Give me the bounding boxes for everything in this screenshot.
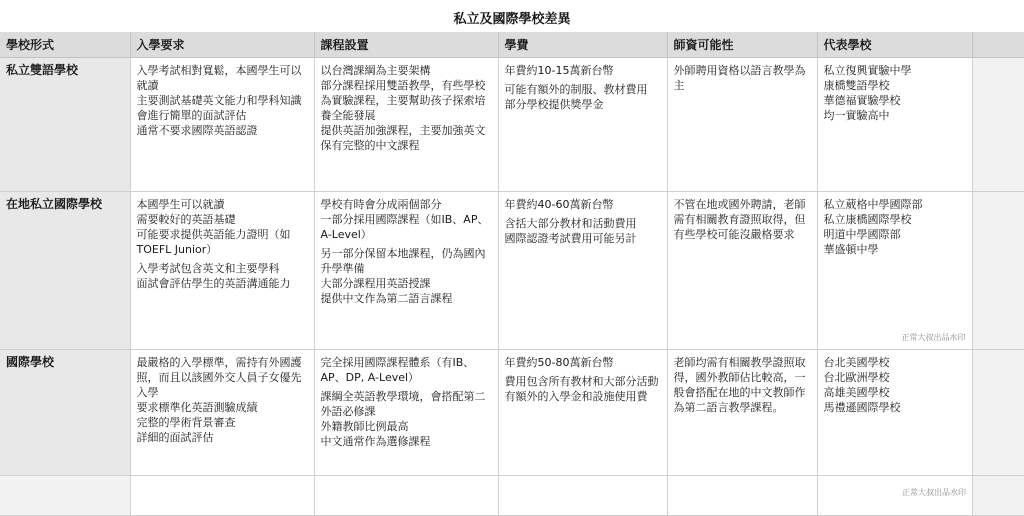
teachers-cell bbox=[667, 350, 817, 476]
school-name: 私立復興實驗中學 bbox=[823, 64, 912, 77]
tuition-line: 費用包含所有教材和大部分活動 bbox=[504, 375, 659, 388]
school-name: 高雄美國學校 bbox=[823, 386, 890, 399]
empty-cell bbox=[0, 476, 130, 516]
teachers-cell bbox=[667, 192, 817, 350]
admission-cell bbox=[130, 58, 314, 192]
schools-cell bbox=[817, 350, 972, 476]
curriculum-line: 學校有時會分成兩個部分 bbox=[320, 198, 442, 211]
header-curriculum: 課程設置 bbox=[314, 32, 498, 58]
tuition-line: 國際認證考試費用可能另計 bbox=[504, 232, 637, 245]
curriculum-line: 提供中文作為第二語言課程 bbox=[320, 292, 453, 305]
tuition-cell bbox=[498, 350, 667, 476]
tuition-line: 年費約50-80萬新台幣 bbox=[504, 356, 614, 369]
empty-cell bbox=[314, 476, 498, 516]
header-row bbox=[0, 32, 1024, 58]
header-tuition: 學費 bbox=[498, 32, 667, 58]
admission-line: 面試會評估學生的英語溝通能力 bbox=[136, 277, 291, 290]
schools-cell bbox=[817, 192, 972, 350]
row-type-cell: 國際學校 bbox=[0, 350, 130, 476]
curriculum-cell bbox=[314, 350, 498, 476]
empty-cell bbox=[972, 476, 1024, 516]
admission-cell bbox=[130, 350, 314, 476]
header-school-type: 學校形式 bbox=[0, 32, 130, 58]
admission-line: 需要較好的英語基礎 bbox=[136, 213, 236, 226]
school-name: 私立葳格中學國際部 bbox=[823, 198, 923, 211]
table-row bbox=[0, 350, 1024, 476]
admission-line: 完整的學術背景審查 bbox=[136, 416, 236, 429]
row-type-cell: 私立雙語學校 bbox=[0, 58, 130, 192]
table-row bbox=[0, 58, 1024, 192]
tuition-line: 可能有額外的制服、教材費用 bbox=[504, 83, 648, 96]
school-name: 華盛頓中學 bbox=[823, 243, 879, 256]
curriculum-line: 保有完整的中文課程 bbox=[320, 139, 420, 152]
school-name: 華德福實驗學校 bbox=[823, 94, 901, 107]
curriculum-line: 部分課程採用雙語教學，有些學校為實驗課程，主要幫助孩子探索培養全能發展 bbox=[320, 79, 486, 122]
school-name: 私立康橋國際學校 bbox=[823, 213, 912, 226]
empty-cell bbox=[130, 476, 314, 516]
header-teachers: 師資可能性 bbox=[667, 32, 817, 58]
curriculum-line: 中文通常作為選修課程 bbox=[320, 435, 431, 448]
tuition-line: 部分學校提供獎學金 bbox=[504, 98, 604, 111]
teachers-line: 老師均需有相關教學證照取得，國外教師佔比較高，一般會搭配在地的中文教師作為第二語言教學課程。 bbox=[673, 356, 806, 414]
teachers-line: 不管在地或國外聘請，老師需有相關教育證照取得，但有些學校可能沒嚴格要求 bbox=[673, 198, 806, 241]
curriculum-line: 外籍教師比例最高 bbox=[320, 420, 409, 433]
admission-cell bbox=[130, 192, 314, 350]
empty-cell bbox=[972, 192, 1024, 350]
footer-watermark: 正常大叔出品水印 bbox=[902, 488, 966, 497]
header-schools: 代表學校 bbox=[817, 32, 972, 58]
admission-line: 入學考試包含英文和主要學科 bbox=[136, 262, 280, 275]
teachers-cell bbox=[667, 58, 817, 192]
school-name: 台北美國學校 bbox=[823, 356, 890, 369]
tuition-line: 年費約40-60萬新台幣 bbox=[504, 198, 614, 211]
school-name: 馬禮遜國際學校 bbox=[823, 401, 901, 414]
admission-line: 本國學生可以就讀 bbox=[136, 198, 225, 211]
curriculum-cell bbox=[314, 192, 498, 350]
admission-line: 可能要求提供英語能力證明（如TOEFL Junior） bbox=[136, 228, 291, 256]
tuition-cell bbox=[498, 58, 667, 192]
teachers-line: 外師聘用資格以語言教學為主 bbox=[673, 64, 806, 92]
school-name: 明道中學國際部 bbox=[823, 228, 901, 241]
admission-line: 主要測試基礎英文能力和學科知識 bbox=[136, 94, 302, 107]
empty-cell bbox=[498, 476, 667, 516]
empty-cell bbox=[972, 58, 1024, 192]
admission-line: 會進行簡單的面試評估 bbox=[136, 109, 247, 122]
table-row bbox=[0, 192, 1024, 350]
curriculum-line: 提供英語加強課程，主要加強英文 bbox=[320, 124, 486, 137]
curriculum-line: 以台灣課綱為主要架構 bbox=[320, 64, 431, 77]
admission-line: 通常不要求國際英語認證 bbox=[136, 124, 258, 137]
header-admission: 入學要求 bbox=[130, 32, 314, 58]
curriculum-line: 另一部分保留本地課程，仍為國內升學準備 bbox=[320, 247, 486, 275]
admission-line: 最嚴格的入學標準，需持有外國護照，而且以該國外交人員子女優先入學 bbox=[136, 356, 302, 399]
school-name: 台北歐洲學校 bbox=[823, 371, 890, 384]
tuition-line: 年費約10-15萬新台幣 bbox=[504, 64, 614, 77]
curriculum-line: 完全採用國際課程體系（有IB、AP、DP, A-Level） bbox=[320, 356, 475, 384]
admission-line: 入學考試相對寬鬆，本國學生可以就讀 bbox=[136, 64, 302, 92]
curriculum-line: 一部分採用國際課程（如IB、AP、A-Level） bbox=[320, 213, 489, 241]
admission-line: 要求標準化英語測驗成績 bbox=[136, 401, 258, 414]
tuition-line: 有額外的入學金和設施使用費 bbox=[504, 390, 648, 403]
comparison-table bbox=[0, 32, 1024, 516]
empty-cell bbox=[972, 350, 1024, 476]
curriculum-line: 課綱全英語教學環境，會搭配第二外語必修課 bbox=[320, 390, 486, 418]
school-name: 均一實驗高中 bbox=[823, 109, 890, 122]
schools-cell bbox=[817, 58, 972, 192]
tuition-cell bbox=[498, 192, 667, 350]
tuition-line: 含括大部分教材和活動費用 bbox=[504, 217, 637, 230]
empty-cell bbox=[667, 476, 817, 516]
page-title: 私立及國際學校差異 bbox=[453, 12, 571, 27]
school-name: 康橋雙語學校 bbox=[823, 79, 890, 92]
header-empty bbox=[972, 32, 1024, 58]
curriculum-cell bbox=[314, 58, 498, 192]
watermark-text: 正常大叔出品水印 bbox=[901, 333, 966, 342]
curriculum-line: 大部分課程用英語授課 bbox=[320, 277, 431, 290]
row-type-cell: 在地私立國際學校 bbox=[0, 192, 130, 350]
table-row bbox=[0, 476, 1024, 516]
admission-line: 詳細的面試評估 bbox=[136, 431, 214, 444]
